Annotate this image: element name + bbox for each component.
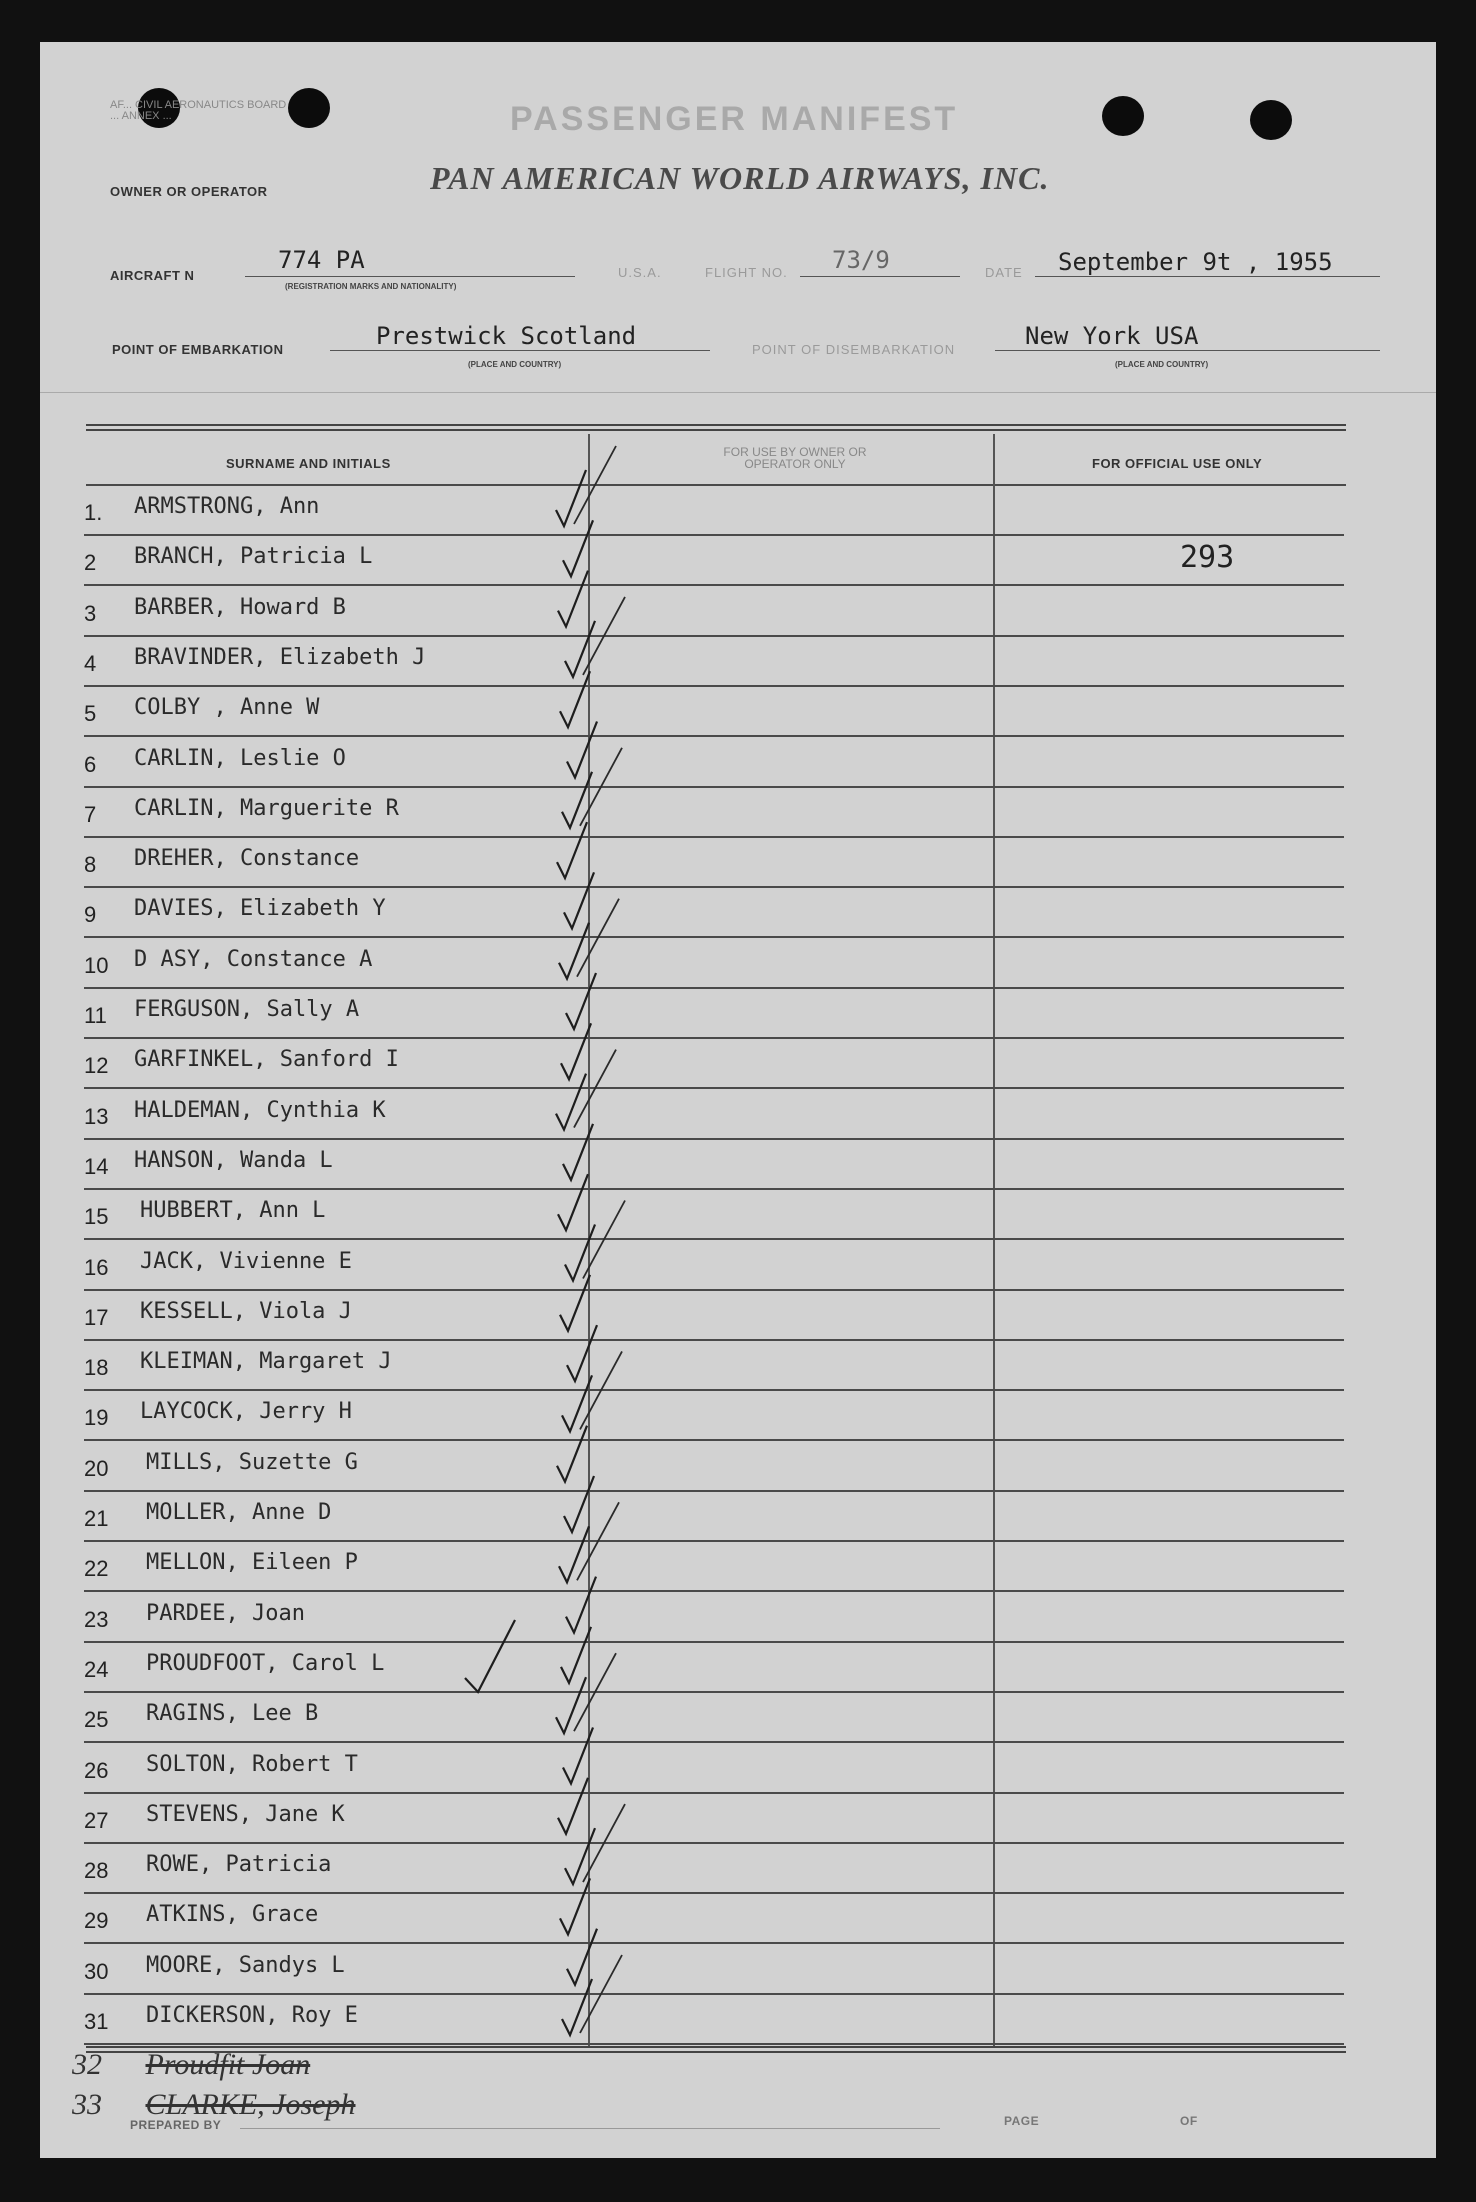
check-mark bbox=[565, 621, 595, 677]
passenger-number: 6 bbox=[84, 751, 97, 777]
embarkation-value: Prestwick Scotland bbox=[376, 322, 637, 350]
of-label: OF bbox=[1180, 2114, 1198, 2128]
passenger-name: HUBBERT, Ann L bbox=[140, 1198, 326, 1224]
struck-entry-number: 32 bbox=[72, 2048, 102, 2081]
check-mark bbox=[560, 671, 590, 727]
check-mark bbox=[563, 1728, 593, 1784]
check-mark bbox=[564, 872, 594, 928]
usa-label: U.S.A. bbox=[618, 265, 662, 280]
column-header-owner-use: FOR USE BY OWNER OR OPERATOR ONLY bbox=[723, 445, 867, 471]
passenger-number: 16 bbox=[84, 1254, 109, 1280]
passenger-name: MELLON, Eileen P bbox=[146, 1550, 358, 1576]
check-mark bbox=[564, 1476, 594, 1532]
embarkation-sublabel: (PLACE AND COUNTRY) bbox=[468, 360, 562, 369]
passenger-number: 20 bbox=[84, 1455, 109, 1481]
passenger-name: HANSON, Wanda L bbox=[134, 1147, 333, 1173]
passenger-number: 11 bbox=[84, 1003, 107, 1028]
passenger-number: 28 bbox=[84, 1858, 109, 1884]
disembarkation-label: POINT OF DISEMBARKATION bbox=[752, 342, 956, 357]
check-mark bbox=[556, 470, 586, 526]
embarkation-label: POINT OF EMBARKATION bbox=[112, 342, 284, 357]
check-mark bbox=[567, 1325, 597, 1381]
passenger-number: 19 bbox=[84, 1405, 109, 1431]
check-mark bbox=[563, 1124, 593, 1180]
check-mark bbox=[556, 1677, 586, 1733]
disembarkation-sublabel: (PLACE AND COUNTRY) bbox=[1115, 360, 1209, 369]
check-mark bbox=[558, 571, 588, 627]
aircraft-sublabel: (REGISTRATION MARKS AND NATIONALITY) bbox=[285, 282, 457, 291]
passenger-number: 4 bbox=[84, 650, 97, 676]
column-header-official-use: FOR OFFICIAL USE ONLY bbox=[1092, 456, 1263, 471]
passenger-number: 18 bbox=[84, 1355, 109, 1381]
passenger-name: KLEIMAN, Margaret J bbox=[140, 1349, 392, 1375]
check-mark bbox=[557, 822, 587, 878]
page-label: PAGE bbox=[1004, 2114, 1040, 2128]
passenger-number: 12 bbox=[84, 1053, 109, 1079]
passenger-number: 27 bbox=[84, 1807, 109, 1833]
passenger-name: COLBY , Anne W bbox=[134, 695, 320, 721]
passenger-name: BRANCH, Patricia L bbox=[134, 544, 373, 570]
owner-label: OWNER OR OPERATOR bbox=[110, 184, 268, 199]
passenger-name: DICKERSON, Roy E bbox=[146, 2003, 358, 2028]
passenger-name: KESSELL, Viola J bbox=[140, 1298, 352, 1324]
passenger-name: LAYCOCK, Jerry H bbox=[140, 1399, 352, 1425]
flight-label: FLIGHT NO. bbox=[705, 265, 788, 280]
passenger-number: 15 bbox=[84, 1204, 109, 1230]
check-mark bbox=[556, 1074, 586, 1130]
official-note: 293 bbox=[1180, 540, 1235, 575]
passenger-number: 10 bbox=[84, 952, 109, 978]
passenger-name: DREHER, Constance bbox=[134, 846, 360, 872]
flight-value: 73/9 bbox=[832, 246, 890, 274]
struck-entry-name: Proudfit Joan bbox=[145, 2048, 311, 2081]
check-mark bbox=[563, 520, 593, 576]
aircraft-label: AIRCRAFT N bbox=[110, 268, 195, 283]
passenger-name: FERGUSON, Sally A bbox=[134, 997, 360, 1022]
check-mark bbox=[558, 1778, 588, 1834]
passenger-number: 30 bbox=[84, 1958, 109, 1984]
check-mark bbox=[560, 1275, 590, 1331]
check-mark bbox=[562, 1979, 592, 2035]
passenger-name: HALDEMAN, Cynthia K bbox=[134, 1097, 386, 1123]
struck-entry-number: 33 bbox=[72, 2088, 102, 2121]
passenger-name: CARLIN, Marguerite R bbox=[134, 795, 399, 821]
passenger-number: 3 bbox=[84, 600, 97, 626]
check-mark bbox=[560, 1878, 590, 1934]
passenger-name: BRAVINDER, Elizabeth J bbox=[134, 644, 426, 670]
passenger-name: RAGINS, Lee B bbox=[146, 1701, 319, 1727]
passenger-number: 1. bbox=[84, 500, 103, 525]
passenger-number: 5 bbox=[84, 701, 97, 727]
passenger-name: ATKINS, Grace bbox=[146, 1902, 319, 1928]
passenger-number: 23 bbox=[84, 1606, 109, 1632]
passenger-number: 17 bbox=[84, 1304, 109, 1330]
check-mark bbox=[559, 923, 589, 979]
check-mark bbox=[562, 1375, 592, 1431]
form-title: PASSENGER MANIFEST bbox=[510, 100, 959, 138]
check-mark bbox=[567, 1929, 597, 1985]
passenger-name: PROUDFOOT, Carol L bbox=[146, 1650, 385, 1676]
passenger-name: D ASY, Constance A bbox=[134, 946, 373, 972]
form-code: AF... CIVIL AERONAUTICS BOARD ... ANNEX ... bbox=[110, 99, 287, 122]
struck-entry-name: CLARKE, Joseph bbox=[145, 2088, 356, 2121]
check-mark bbox=[561, 1023, 591, 1079]
date-label: DATE bbox=[985, 265, 1023, 280]
passenger-name: MOLLER, Anne D bbox=[146, 1500, 332, 1525]
passenger-number: 13 bbox=[84, 1103, 109, 1129]
passenger-number: 14 bbox=[84, 1153, 109, 1179]
passenger-number: 29 bbox=[84, 1908, 109, 1934]
column-header-names: SURNAME AND INITIALS bbox=[226, 456, 391, 471]
passenger-name: ROWE, Patricia bbox=[146, 1852, 332, 1878]
check-mark bbox=[565, 1225, 595, 1281]
passenger-number: 9 bbox=[84, 902, 97, 928]
prepared-by-label: PREPARED BY bbox=[130, 2118, 222, 2132]
passenger-name: GARFINKEL, Sanford I bbox=[134, 1047, 399, 1073]
check-mark bbox=[567, 722, 597, 778]
passenger-name: MOORE, Sandys L bbox=[146, 1952, 345, 1978]
passenger-number: 8 bbox=[84, 852, 97, 878]
check-mark bbox=[562, 772, 592, 828]
passenger-name: DAVIES, Elizabeth Y bbox=[134, 896, 386, 922]
aircraft-value: 774 PA bbox=[278, 246, 365, 274]
passenger-name: JACK, Vivienne E bbox=[140, 1248, 352, 1274]
check-mark bbox=[561, 1627, 591, 1683]
check-mark bbox=[557, 1426, 587, 1482]
passenger-name: PARDEE, Joan bbox=[146, 1600, 305, 1626]
passenger-number: 22 bbox=[84, 1556, 109, 1582]
check-mark bbox=[565, 1828, 595, 1884]
date-value: September 9t , 1955 bbox=[1058, 248, 1333, 276]
passenger-number: 21 bbox=[84, 1506, 109, 1531]
disembarkation-value: New York USA bbox=[1025, 322, 1199, 350]
passenger-name: STEVENS, Jane K bbox=[146, 1801, 345, 1827]
passenger-name: ARMSTRONG, Ann bbox=[134, 494, 320, 519]
check-mark bbox=[566, 1577, 596, 1633]
check-mark bbox=[465, 1620, 515, 1692]
check-mark bbox=[559, 1526, 589, 1582]
passenger-number: 31 bbox=[84, 2009, 109, 2034]
check-mark bbox=[558, 1174, 588, 1230]
passenger-number: 2 bbox=[84, 550, 97, 576]
check-mark bbox=[566, 973, 596, 1029]
operator-name: PAN AMERICAN WORLD AIRWAYS, INC. bbox=[430, 160, 1050, 196]
passenger-name: CARLIN, Leslie O bbox=[134, 745, 346, 771]
passenger-number: 24 bbox=[84, 1656, 109, 1682]
passenger-number: 7 bbox=[84, 801, 97, 827]
passenger-name: BARBER, Howard B bbox=[134, 594, 346, 620]
passenger-number: 26 bbox=[84, 1757, 109, 1783]
passenger-name: SOLTON, Robert T bbox=[146, 1751, 358, 1777]
passenger-number: 25 bbox=[84, 1707, 109, 1733]
passenger-name: MILLS, Suzette G bbox=[146, 1449, 358, 1475]
